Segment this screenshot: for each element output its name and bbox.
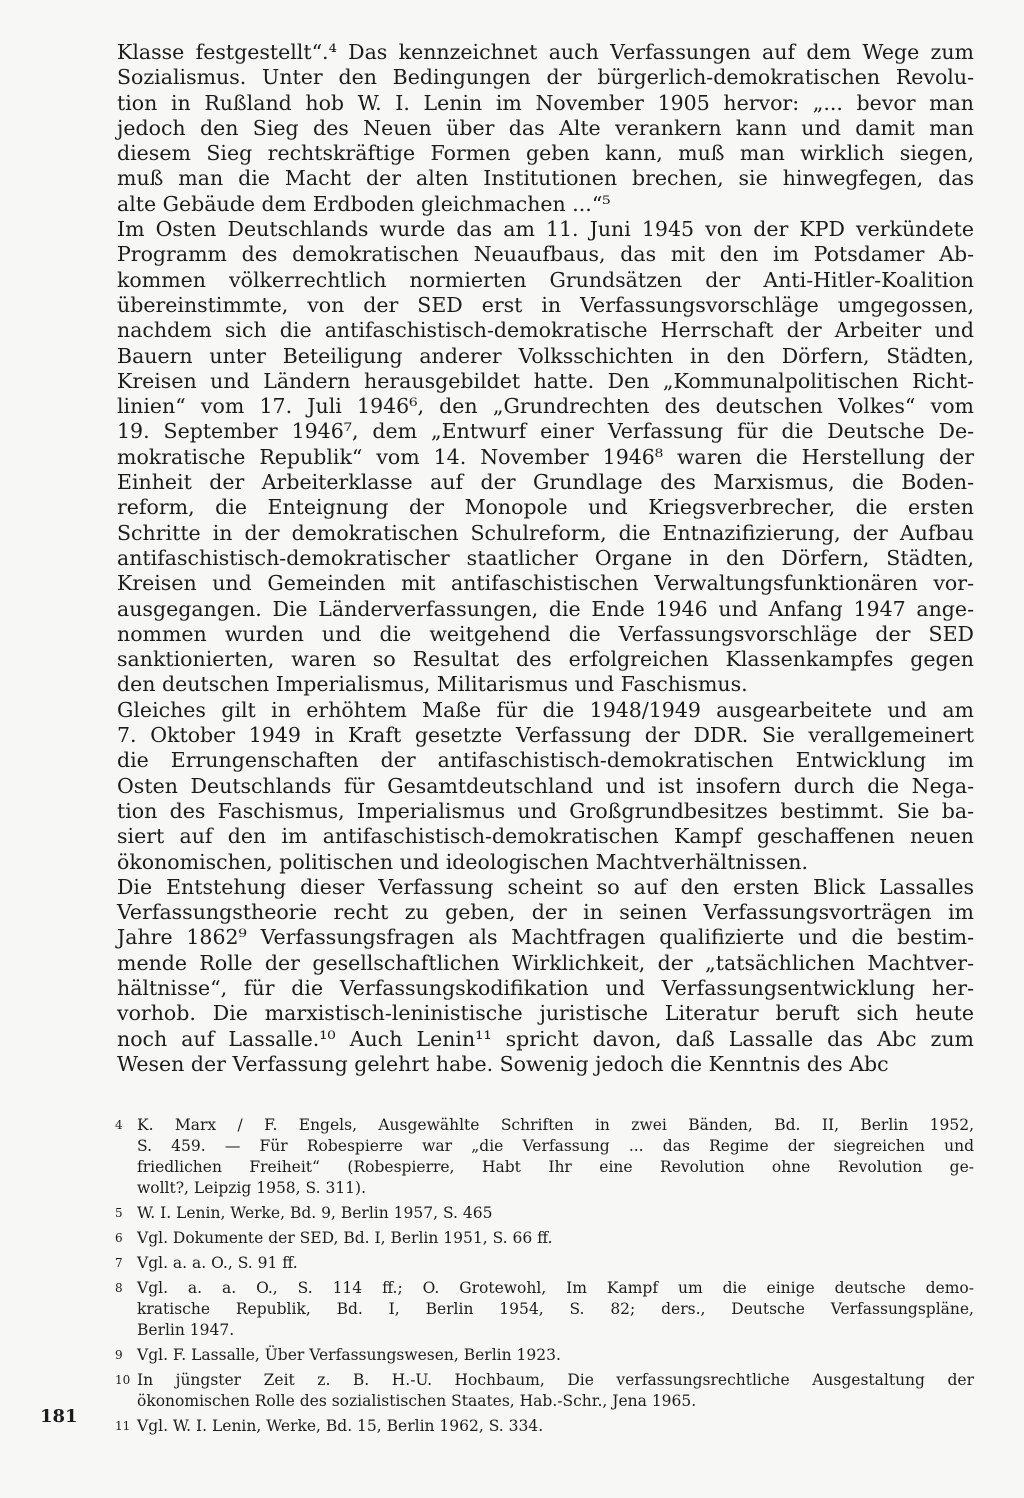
text-line: ausgegangen. Die Länderverfassungen, die Ende 1946 und Anfang 1947 ange- (117, 596, 974, 621)
body-text (117, 40, 974, 1077)
text-line: Wesen der Verfassung gelehrt habe. Sowenig jedoch die Kenntnis des Abc (117, 1051, 889, 1076)
footnote-number: 9 (115, 1348, 123, 1362)
text-line: muß man die Macht der alten Institutionen brechen, sie hinwegfegen, das (117, 166, 974, 191)
page-number: 181 (40, 1406, 78, 1427)
footnote-line: Vgl. Dokumente der SED, Bd. I, Berlin 1951, S. 66 ff. (137, 1229, 553, 1247)
text-line: 7. Oktober 1949 in Kraft gesetzte Verfassung der DDR. Sie verallgemeinert (117, 723, 974, 748)
text-line: antifaschistisch-demokratischer staatlicher Organe in den Dörfern, Städten, (117, 545, 974, 570)
text-line: Die Entstehung dieser Verfassung scheint so auf den ersten Blick Lassalles (117, 874, 974, 899)
text-line: Kreisen und Gemeinden mit antifaschistischen Verwaltungsfunktionären vor- (117, 571, 974, 596)
text-line: ökonomischen, politischen und ideologischen Machtverhältnissen. (117, 849, 808, 874)
text-line: tion des Faschismus, Imperialismus und Großgrundbesitzes bestimmt. Sie ba- (117, 798, 974, 823)
text-line: sanktionierten, waren so Resultat des erfolgreichen Klassenkampfes gegen (117, 647, 974, 672)
text-line: noch auf Lassalle.¹⁰ Auch Lenin¹¹ spricht davon, daß Lassalle das Abc zum (117, 1026, 974, 1051)
text-line: Jahre 1862⁹ Verfassungsfragen als Machtfragen qualifizierte und die bestim- (117, 925, 974, 950)
text-line: nommen wurden und die weitgehend die Verfassungsvorschläge der SED (117, 621, 974, 646)
footnote-line: kratische Republik, Bd. I, Berlin 1954, S. 82; ders., Deutsche Verfassungspläne, (137, 1300, 974, 1318)
footnote (117, 1416, 974, 1437)
text-line: Programm des demokratischen Neuaufbaus, das mit den im Potsdamer Ab- (117, 242, 974, 267)
text-line: diesem Sieg rechtskräftige Formen geben kann, muß man wirklich siegen, (117, 141, 974, 166)
footnotes (117, 1115, 974, 1441)
text-line: vorhob. Die marxistisch-leninistische juristische Literatur beruft sich heute (117, 1001, 974, 1026)
text-line: reform, die Enteignung der Monopole und Kriegsverbrecher, die ersten (117, 495, 974, 520)
text-line: linien“ vom 17. Juli 1946⁶, den „Grundrechten des deutschen Volkes“ vom (117, 394, 974, 419)
footnote-line: Vgl. a. a. O., S. 91 ff. (137, 1254, 298, 1272)
text-line: Schritte in der demokratischen Schulreform, die Entnazifizierung, der Aufbau (117, 520, 974, 545)
footnote-line: ökonomischen Rolle des sozialistischen Staates, Hab.-Schr., Jena 1965. (137, 1392, 697, 1410)
text-line: Bauern unter Beteiligung anderer Volksschichten in den Dörfern, Städten, (117, 343, 974, 368)
text-line: siert auf den im antifaschistisch-demokratischen Kampf geschaffenen neuen (117, 824, 974, 849)
text-line: die Errungenschaften der antifaschistisch-demokratischen Entwicklung im (117, 748, 974, 773)
footnote (117, 1253, 974, 1274)
text-line: mokratische Republik“ vom 14. November 1946⁸ waren die Herstellung der (117, 444, 974, 469)
text-line: Kreisen und Ländern herausgebildet hatte. Den „Kommunalpolitischen Richt- (117, 368, 974, 393)
text-line: Einheit der Arbeiterklasse auf der Grundlage des Marxismus, die Boden- (117, 470, 974, 495)
text-line: Sozialismus. Unter den Bedingungen der bürgerlich-demokratischen Revolu- (117, 65, 974, 90)
footnote-line: Vgl. a. a. O., S. 114 ff.; O. Grotewohl, Im Kampf um die einige deutsche demo- (137, 1279, 974, 1297)
text-line: alte Gebäude dem Erdboden gleichmachen ...“⁵ (117, 191, 611, 216)
footnote-number: 8 (115, 1281, 123, 1295)
text-line: Klasse festgestellt“.⁴ Das kennzeichnet auch Verfassungen auf dem Wege zum (117, 40, 974, 64)
footnote (117, 1203, 974, 1224)
text-line: Gleiches gilt in erhöhtem Maße für die 1948/1949 ausgearbeitete und am (117, 697, 974, 722)
text-line: den deutschen Imperialismus, Militarismus und Faschismus. (117, 672, 748, 697)
footnote (117, 1228, 974, 1249)
footnote-number: 4 (115, 1118, 123, 1132)
footnote-number: 6 (115, 1231, 123, 1245)
footnote-number: 5 (115, 1206, 123, 1220)
text-line: tion in Rußland hob W. I. Lenin im November 1905 hervor: „... bevor man (117, 90, 974, 115)
text-line: 19. September 1946⁷, dem „Entwurf einer Verfassung für die Deutsche De- (117, 419, 974, 444)
text-line: jedoch den Sieg des Neuen über das Alte verankern kann und damit man (117, 115, 974, 140)
footnote (117, 1115, 974, 1199)
footnote-line: Vgl. W. I. Lenin, Werke, Bd. 15, Berlin 1962, S. 334. (137, 1417, 544, 1435)
footnote-line: Vgl. F. Lassalle, Über Verfassungswesen, Berlin 1923. (137, 1346, 561, 1364)
footnote-number: 10 (115, 1373, 131, 1387)
text-line: Verfassungstheorie recht zu geben, der in seinen Verfassungsvorträgen im (117, 900, 974, 925)
text-line: übereinstimmte, von der SED erst in Verfassungsvorschläge umgegossen, (117, 292, 974, 317)
footnote (117, 1370, 974, 1412)
text-line: hältnisse“, für die Verfassungskodifikation und Verfassungsentwicklung her- (117, 975, 974, 1000)
footnote (117, 1345, 974, 1366)
text-line: Osten Deutschlands für Gesamtdeutschland und ist insofern durch die Nega- (117, 773, 974, 798)
text-line: Im Osten Deutschlands wurde das am 11. Juni 1945 von der KPD verkündete (117, 217, 974, 242)
footnote-line: Berlin 1947. (137, 1321, 235, 1339)
footnote-line: wollt?, Leipzig 1958, S. 311). (137, 1179, 367, 1197)
footnote-line: K. Marx / F. Engels, Ausgewählte Schriften in zwei Bänden, Bd. II, Berlin 1952, (137, 1116, 974, 1134)
text-line: kommen völkerrechtlich normierten Grundsätzen der Anti-Hitler-Koalition (117, 267, 974, 292)
text-line: mende Rolle der gesellschaftlichen Wirklichkeit, der „tatsächlichen Machtver- (117, 950, 974, 975)
footnote-line: friedlichen Freiheit“ (Robespierre, Habt Ihr eine Revolution ohne Revolution ge- (137, 1158, 974, 1176)
footnote-line: In jüngster Zeit z. B. H.-U. Hochbaum, Die verfassungsrechtliche Ausgestaltung der (137, 1371, 974, 1389)
footnote-line: W. I. Lenin, Werke, Bd. 9, Berlin 1957, S. 465 (137, 1204, 493, 1222)
text-line: nachdem sich die antifaschistisch-demokratische Herrschaft der Arbeiter und (117, 318, 974, 343)
footnote-number: 11 (115, 1419, 131, 1433)
footnote-number: 7 (115, 1256, 123, 1270)
footnote-line: S. 459. — Für Robespierre war „die Verfassung ... das Regime der siegreichen und (137, 1137, 974, 1155)
footnote (117, 1278, 974, 1341)
